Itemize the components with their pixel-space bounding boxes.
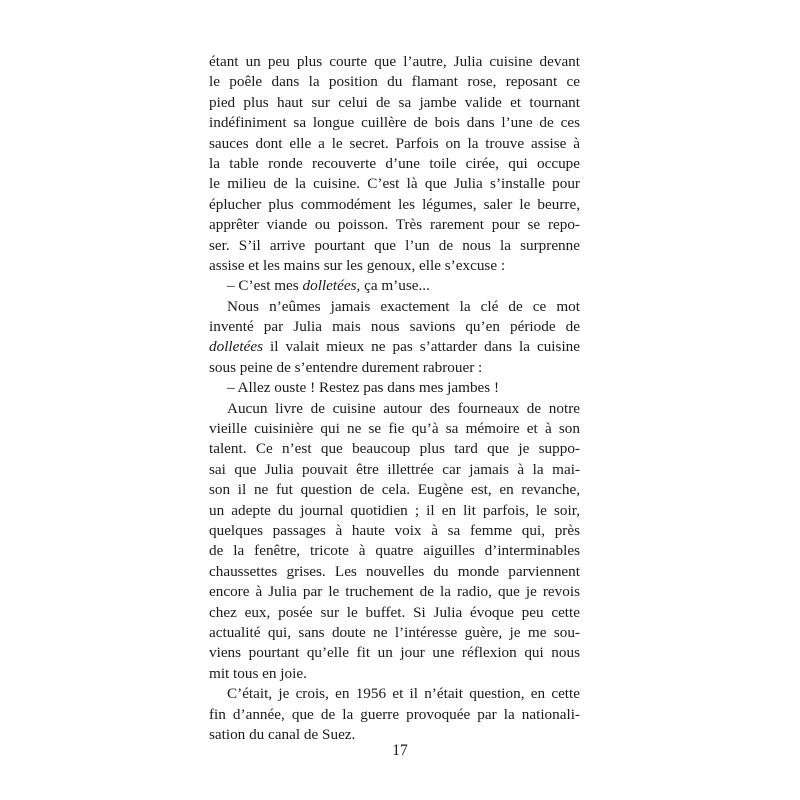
text-line [209,664,580,684]
paragraph [209,684,580,745]
text-line [209,317,580,337]
text-line [209,705,580,725]
text-line [209,154,580,174]
text-line [209,52,580,72]
text-line [209,337,580,357]
text-run: étant un peu plus courte que l’autre, Julia cuisine devant [209,53,580,70]
text-line [209,276,580,296]
paragraph [209,378,580,398]
text-run: apprêter viande ou poisson. Très rarement pour se repo- [209,216,580,234]
text-line [209,256,580,276]
text-line [209,297,580,317]
text-line [209,195,580,215]
text-line [209,378,580,398]
text-run: sation du canal de Suez. [209,725,356,743]
text-run: inventé par Julia mais nous savions qu’en période de [209,318,580,336]
text-run: le milieu de la cuisine. C’est là que Julia s’installe pour [209,175,580,193]
text-run: ser. S’il arrive pourtant que l’un de nous la surprenne [209,236,580,254]
text-line [209,174,580,194]
text-run: un adepte du journal quotidien ; il en lit parfois, le soir, [209,501,580,519]
text-run: quelques passages à haute voix à sa femme qui, près [209,521,580,539]
text-line [209,236,580,256]
text-run: sauces dont elle a le secret. Parfois on la trouve assise à [209,134,580,152]
text-run: mit tous en joie. [209,664,307,682]
text-run: chez eux, posée sur le buffet. Si Julia évoque peu cette [209,603,580,621]
text-line [209,521,580,541]
text-line [209,358,580,378]
paragraph [209,399,580,684]
text-line [209,480,580,500]
text-line [209,439,580,459]
text-line [209,460,580,480]
text-run: , ça m’use... [356,277,430,295]
text-run: viens pourtant qu’elle fit un jour une réflexion qui nous [209,644,580,662]
text-run: indéfiniment sa longue cuillère de bois dans l’une de ces [209,114,580,132]
text-run: la table ronde recouverte d’une toile cirée, qui occupe [209,154,580,172]
book-page-body [209,52,580,745]
paragraph [209,52,580,276]
text-line [209,684,580,704]
page-number: 17 [392,742,408,759]
text-run: – C’est mes [227,277,303,295]
text-line [209,399,580,419]
text-run: talent. Ce n’est que beaucoup plus tard que je suppo- [209,440,580,458]
text-run: actualité qui, sans doute ne l’intéresse guère, je me sou- [209,623,580,641]
text-line [209,623,580,643]
paragraph [209,276,580,296]
text-run: – Allez ouste ! Restez pas dans mes jambes ! [227,379,500,397]
italic-text: dolletées [209,338,263,356]
text-run: fin d’année, que de la guerre provoquée par la nationali- [209,705,580,723]
italic-text: dolletées [302,277,357,295]
paragraph [209,297,580,379]
text-run: Nous n’eûmes jamais exactement la clé de ce mot [227,297,580,315]
text-run: de la fenêtre, tricote à quatre aiguilles d’interminables [209,542,580,560]
text-run: vieille cuisinière qui ne se fie qu’à sa mémoire et à son [209,420,580,438]
text-line [209,134,580,154]
text-line [209,93,580,113]
text-run: éplucher plus commodément les légumes, saler le beurre, [209,195,580,213]
text-run: le poêle dans la position du flamant rose, reposant ce [209,73,580,91]
text-line [209,562,580,582]
text-run: assise et les mains sur les genoux, elle s’excuse : [209,256,506,274]
text-line [209,113,580,133]
text-run: C’était, je crois, en 1956 et il n’était question, en cette [227,685,580,703]
text-run: son il ne fut question de cela. Eugène est, en revanche, [209,481,580,499]
text-run: Aucun livre de cuisine autour des fourneaux de notre [227,399,580,417]
text-line [209,72,580,92]
text-line [209,501,580,521]
text-run: sai que Julia pouvait être illettrée car jamais à la mai- [209,460,580,478]
text-line [209,603,580,623]
text-line [209,643,580,663]
text-line [209,215,580,235]
text-line [209,541,580,561]
text-line [209,582,580,602]
text-line [209,419,580,439]
text-run: encore à Julia par le truchement de la radio, que je revois [209,583,580,601]
text-run: sous peine de s’entendre durement rabrouer : [209,358,483,376]
text-run: chaussettes grises. Les nouvelles du monde parviennent [209,562,580,580]
text-run: il valait mieux ne pas s’attarder dans la cuisine [262,338,580,356]
text-run: pied plus haut sur celui de sa jambe valide et tournant [209,93,580,111]
